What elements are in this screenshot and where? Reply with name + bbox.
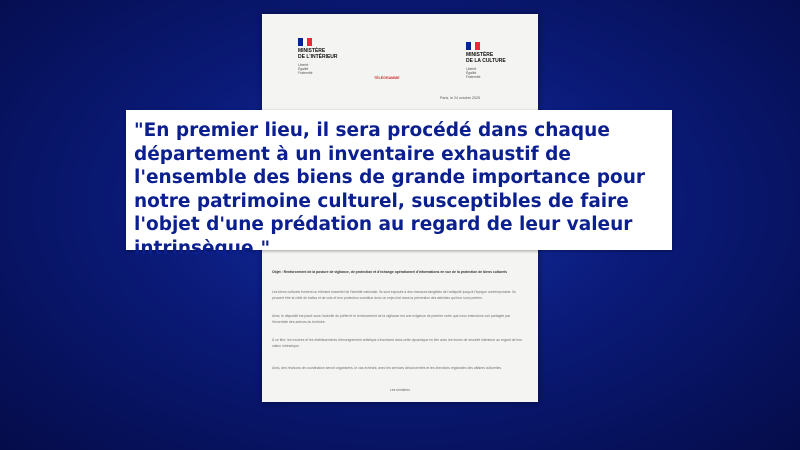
quote-text: "En premier lieu, il sera procédé dans chaque département à un inventaire exhaustif de l'ensemble des biens de grande importance pour notre patrimoine culturel, susceptibles de faire l'objet d'une prédation au regard de leur valeur intrinsèque." [134,120,645,259]
document-paragraph: Ainsi, des réunions de coordination seront organisées, le cas échéant, avec les services déconcentrés et les directions régionales des affaires culturelles. [272,366,503,370]
document-paragraph: Ainsi, le dispositif est placé sous l'autorité du préfet et le renforcement de la vigilance est une exigence de premier ordre que nous entendons voir partagée par l'ensemble des acteurs du territoire. [272,314,511,324]
quote-overlay [126,110,672,259]
document-paragraph: Les biens culturels forment un élément essentiel de l'identité nationale. Ils sont exposés à des menaces tangibles de l'antiquité jusqu'à l'époque contemporaine. Ils peuvent être la cible de trafics et de vols et leur protection constitue donc un enjeu fort dans la prévention des atteintes qui leur sont portées. [272,290,516,300]
ministry-culture-logo [466,42,506,79]
document-date: Paris, le 24 octobre 2025 [440,96,480,100]
document-reference: TÉLÉGRAMME [374,76,400,80]
document-subject: Objet : Renforcement de la posture de vigilance, de protection et d'échange opérationnel d'informations en vue de la protection de biens culturels [272,270,508,274]
french-flag-icon [298,38,312,46]
ministry-culture-motto: Liberté Égalité Fraternité [466,67,481,79]
ministry-interior-motto: Liberté Égalité Fraternité [298,63,313,75]
french-flag-icon [466,42,480,50]
ministry-culture-title: MINISTÈRE DE LA CULTURE [466,52,506,64]
document-signature: Les ministres [390,388,410,392]
ministry-interior-title: MINISTÈRE DE L'INTÉRIEUR [298,48,338,60]
document-paragraph: À ce titre, les musées et les établissements d'enseignement artistique s'inscrivent dans cette dynamique en lien avec les forces de sécurité intérieure au regard de leur valeur intrinsèque. [272,338,523,348]
ministry-interior-logo [298,38,338,75]
